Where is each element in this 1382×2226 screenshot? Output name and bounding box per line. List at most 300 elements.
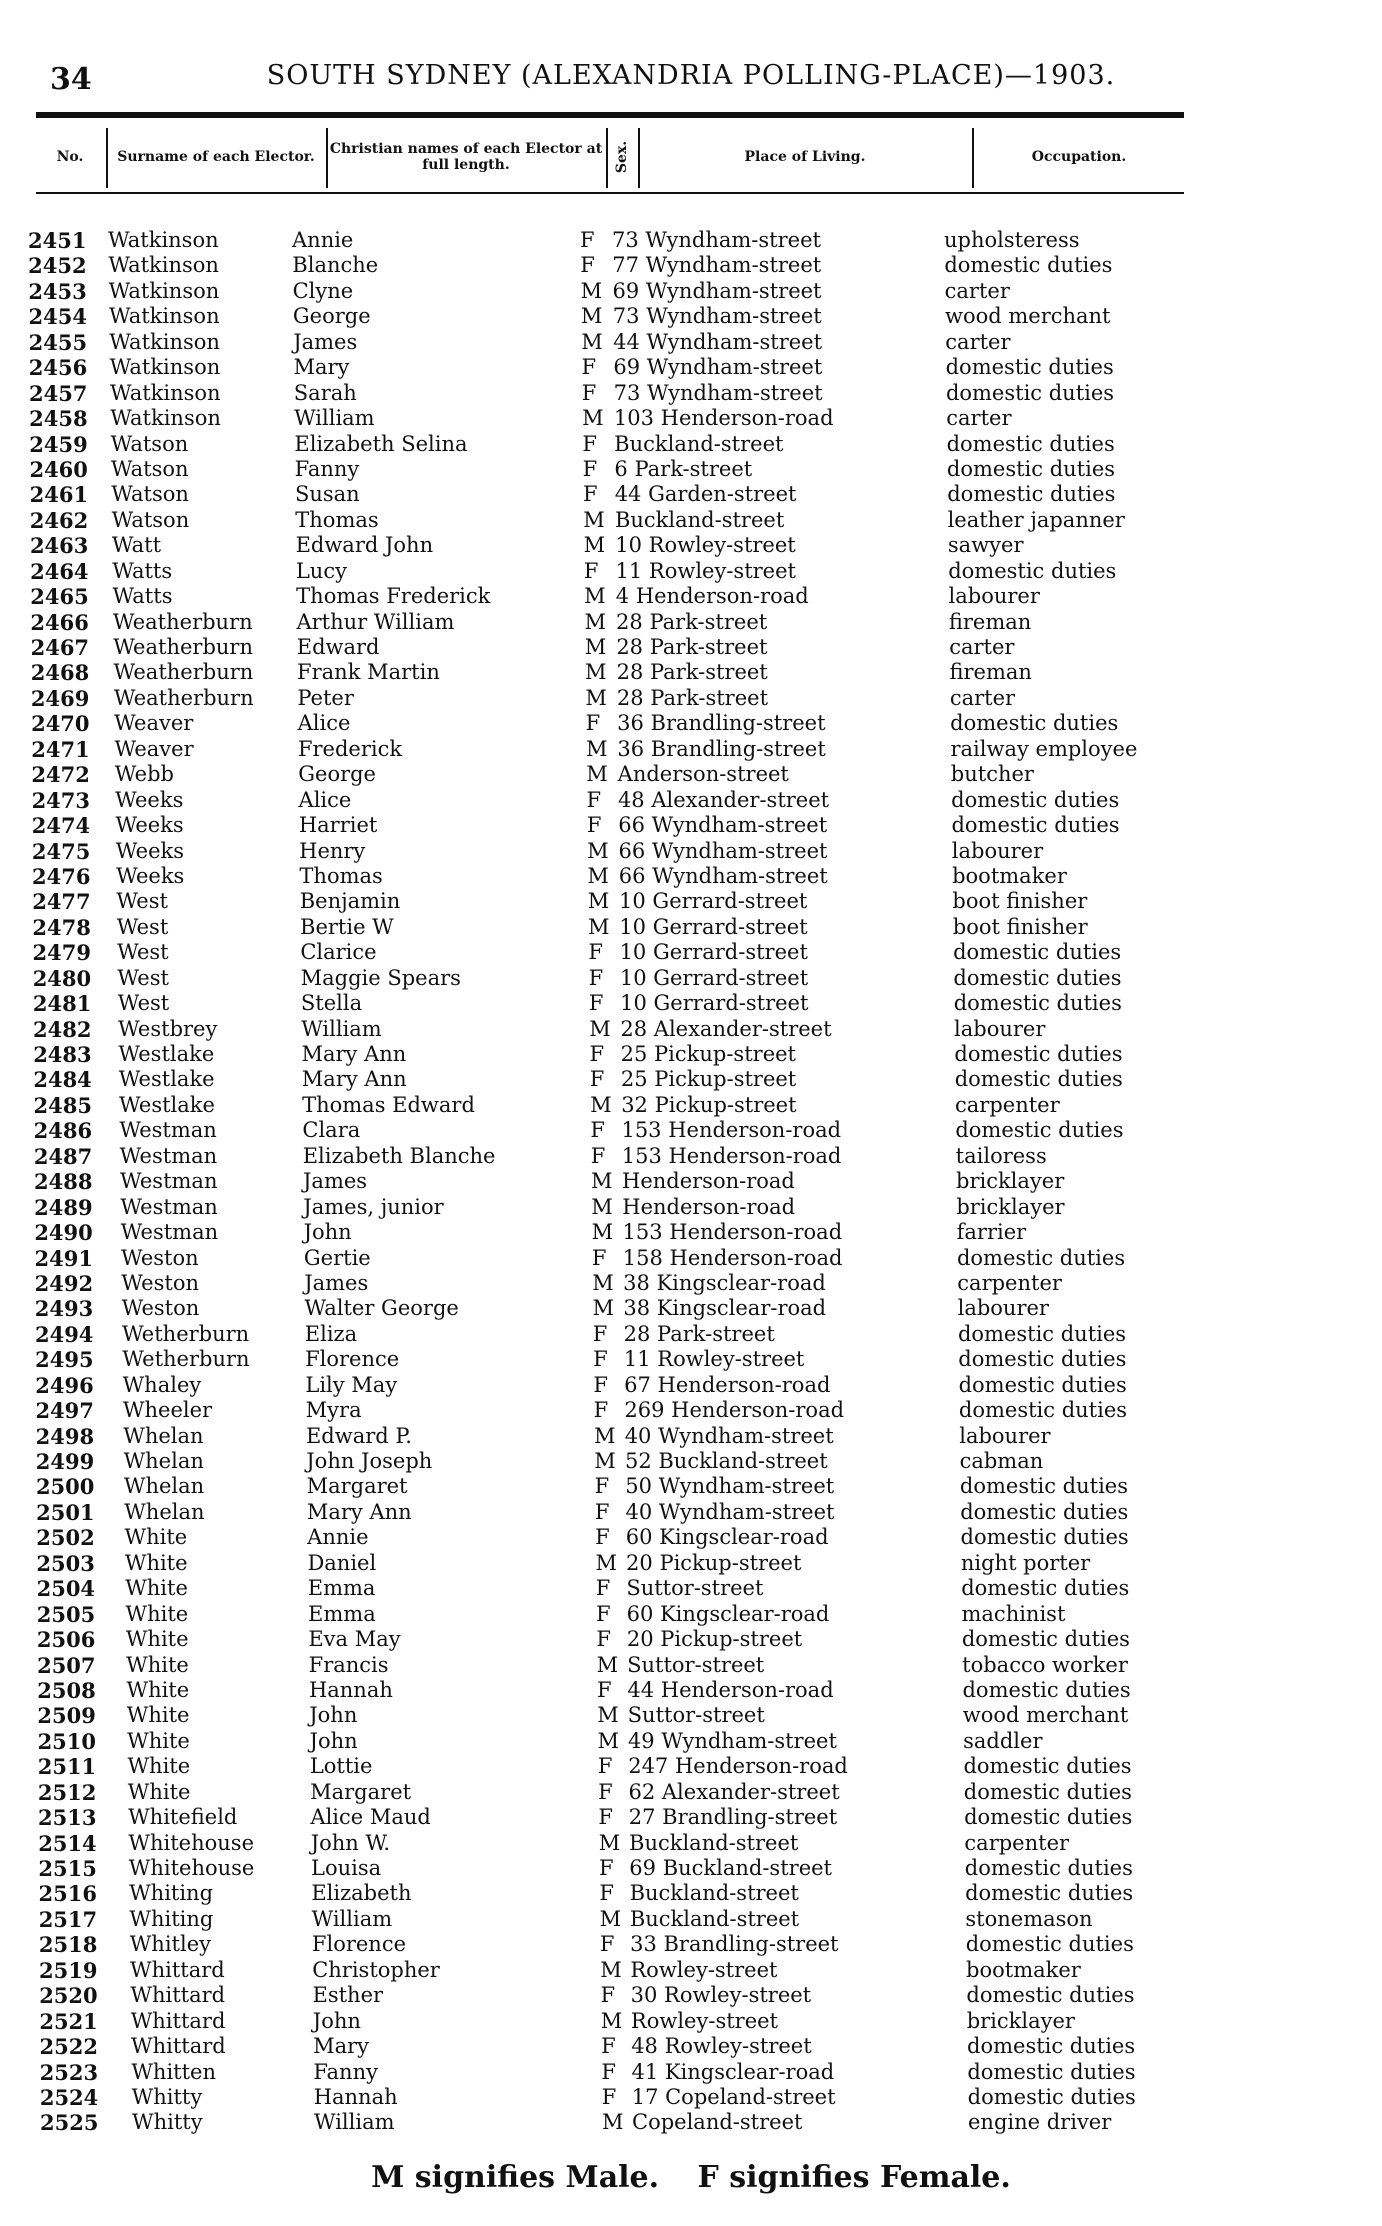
page-title: SOUTH SYDNEY (ALEXANDRIA POLLING-PLACE)—1903. <box>266 60 1116 91</box>
elector-sex: F <box>592 1321 608 1346</box>
elector-place-of-living: 10 Gerrard-street <box>619 889 808 914</box>
elector-christian-names: Thomas <box>295 507 379 532</box>
elector-place-of-living: 32 Pickup-street <box>621 1092 797 1117</box>
elector-sex: M <box>584 584 606 609</box>
elector-christian-names: Benjamin <box>299 889 401 914</box>
elector-surname: Westlake <box>119 1092 215 1117</box>
elector-christian-names: Mary Ann <box>301 1067 407 1092</box>
elector-sex: F <box>582 456 598 481</box>
elector-surname: Watkinson <box>109 329 220 354</box>
elector-occupation: tailoress <box>955 1143 1047 1168</box>
elector-place-of-living: 73 Wyndham-street <box>612 304 822 329</box>
table-row <box>0 915 1382 940</box>
elector-christian-names: Myra <box>305 1398 362 1423</box>
elector-number: 2474 <box>31 813 91 839</box>
elector-surname: Whittard <box>130 1983 226 2008</box>
elector-occupation: wood merchant <box>962 1703 1129 1728</box>
table-row <box>0 788 1382 813</box>
elector-occupation: butcher <box>950 762 1034 787</box>
elector-surname: Westman <box>119 1143 218 1168</box>
table-row <box>0 940 1382 965</box>
elector-occupation: domestic duties <box>961 1576 1130 1601</box>
elector-place-of-living: 11 Rowley-street <box>615 558 796 583</box>
elector-sex: F <box>596 1627 611 1652</box>
elector-number: 2454 <box>28 304 87 330</box>
elector-christian-names: Lottie <box>309 1754 373 1779</box>
table-row <box>0 1347 1382 1372</box>
elector-place-of-living: 44 Wyndham-street <box>613 329 823 354</box>
elector-surname: Whelan <box>123 1449 204 1473</box>
table-row <box>0 228 1382 253</box>
elector-occupation: domestic duties <box>963 1754 1132 1779</box>
table-row <box>0 1958 1382 1983</box>
elector-number: 2525 <box>40 2110 99 2136</box>
header-sex: Sex. <box>614 140 630 174</box>
elector-occupation: domestic duties <box>961 1627 1130 1652</box>
elector-surname: Weeks <box>115 813 184 838</box>
elector-christian-names: Fanny <box>294 456 360 481</box>
elector-occupation: upholsteress <box>944 228 1080 252</box>
elector-christian-names: Thomas Edward <box>302 1092 475 1117</box>
elector-christian-names: William <box>294 406 375 431</box>
elector-occupation: domestic duties <box>951 813 1120 838</box>
elector-place-of-living: 20 Pickup-street <box>626 1627 803 1652</box>
elector-sex: F <box>589 1067 605 1092</box>
elector-number: 2477 <box>32 889 91 915</box>
elector-sex: F <box>596 1601 611 1626</box>
elector-number: 2502 <box>36 1525 95 1551</box>
elector-number: 2469 <box>30 685 90 711</box>
table-row <box>0 1881 1382 1906</box>
table-row <box>0 584 1382 609</box>
elector-surname: White <box>126 1677 190 1702</box>
table-row <box>0 2110 1382 2135</box>
elector-sex: M <box>596 1652 619 1677</box>
elector-occupation: labourer <box>957 1296 1049 1321</box>
elector-occupation: fireman <box>948 609 1032 634</box>
elector-sex: M <box>581 329 603 354</box>
table-row <box>0 1246 1382 1271</box>
table-row <box>0 1729 1382 1754</box>
elector-surname: West <box>117 991 170 1016</box>
table-row <box>0 1678 1382 1703</box>
elector-occupation: boot finisher <box>952 889 1088 914</box>
elector-number: 2507 <box>37 1652 96 1678</box>
elector-sex: F <box>590 1143 606 1168</box>
elector-sex: M <box>597 1728 620 1753</box>
elector-number: 2504 <box>36 1576 96 1602</box>
elector-sex: F <box>581 355 597 380</box>
elector-sex: M <box>592 1270 614 1295</box>
elector-sex: M <box>595 1550 617 1575</box>
elector-number: 2471 <box>31 736 90 762</box>
elector-occupation: domestic duties <box>965 1881 1134 1906</box>
header-no: No. <box>56 149 84 165</box>
elector-christian-names: Peter <box>297 685 354 710</box>
elector-number: 2496 <box>35 1372 94 1398</box>
elector-sex: F <box>588 965 604 990</box>
elector-place-of-living: Rowley-street <box>630 1957 778 1982</box>
elector-occupation: domestic duties <box>953 940 1122 965</box>
elector-occupation: domestic duties <box>958 1347 1127 1372</box>
table-row <box>0 1398 1382 1423</box>
elector-occupation: domestic duties <box>954 1067 1123 1092</box>
elector-christian-names: John <box>309 1703 358 1728</box>
elector-surname: White <box>127 1779 191 1804</box>
elector-place-of-living: 4 Henderson-road <box>615 584 809 609</box>
elector-occupation: labourer <box>959 1423 1051 1448</box>
table-row <box>0 635 1382 660</box>
elector-christian-names: Frederick <box>297 736 403 761</box>
elector-occupation: domestic duties <box>960 1525 1129 1550</box>
elector-place-of-living: 40 Wyndham-street <box>625 1499 835 1524</box>
elector-christian-names: Alice <box>297 711 351 736</box>
elector-number: 2451 <box>28 228 87 253</box>
elector-sex: F <box>582 482 598 507</box>
elector-surname: Whittard <box>130 2008 226 2033</box>
table-row <box>0 1780 1382 1805</box>
elector-place-of-living: 62 Alexander-street <box>628 1779 840 1804</box>
elector-number: 2508 <box>37 1677 96 1703</box>
elector-christian-names: Francis <box>308 1652 389 1677</box>
elector-surname: Whaley <box>122 1372 202 1397</box>
elector-surname: Whitten <box>131 2059 216 2084</box>
elector-number: 2499 <box>35 1449 95 1474</box>
elector-number: 2505 <box>36 1601 96 1627</box>
table-row <box>0 432 1382 457</box>
elector-place-of-living: Buckland-street <box>629 1830 799 1855</box>
elector-christian-names: Lily May <box>305 1372 398 1397</box>
elector-surname: Wetherburn <box>121 1321 250 1346</box>
elector-sex: M <box>597 1703 619 1728</box>
elector-surname: West <box>116 914 169 939</box>
elector-number: 2498 <box>35 1423 95 1449</box>
elector-christian-names: Edward <box>296 635 380 659</box>
table-row <box>0 1220 1382 1245</box>
elector-surname: Whitty <box>132 2110 203 2135</box>
elector-occupation: domestic duties <box>955 1118 1124 1143</box>
elector-sex: M <box>600 2008 623 2033</box>
elector-sex: F <box>598 1805 613 1830</box>
elector-number: 2463 <box>29 533 89 559</box>
elector-occupation: domestic duties <box>967 2034 1136 2059</box>
table-row <box>0 1932 1382 1957</box>
elector-place-of-living: Suttor-street <box>627 1652 765 1677</box>
elector-occupation: carpenter <box>957 1270 1062 1295</box>
top-rule <box>36 112 1184 118</box>
elector-number: 2518 <box>38 1932 98 1958</box>
elector-christian-names: Fanny <box>313 2059 378 2084</box>
elector-surname: Watson <box>110 431 189 456</box>
elector-sex: M <box>585 736 608 761</box>
elector-place-of-living: 28 Park-street <box>616 685 769 710</box>
elector-christian-names: Elizabeth <box>311 1881 412 1906</box>
elector-number: 2501 <box>36 1499 95 1525</box>
elector-place-of-living: Suttor-street <box>626 1576 764 1601</box>
table-row <box>0 1525 1382 1550</box>
elector-occupation: domestic duties <box>966 1983 1135 2008</box>
elector-place-of-living: 28 Park-street <box>616 660 768 685</box>
elector-place-of-living: 28 Park-street <box>616 635 768 659</box>
elector-surname: Whitehouse <box>128 1830 255 1855</box>
elector-place-of-living: 10 Gerrard-street <box>620 991 809 1016</box>
elector-place-of-living: 158 Henderson-road <box>622 1245 843 1270</box>
elector-christian-names: Esther <box>312 1983 384 2008</box>
elector-occupation: boot finisher <box>952 914 1088 939</box>
elector-place-of-living: 28 Alexander-street <box>620 1016 832 1041</box>
elector-sex: F <box>589 1042 605 1066</box>
table-row <box>0 1449 1382 1474</box>
elector-occupation: domestic duties <box>964 1805 1133 1830</box>
elector-occupation: bootmaker <box>966 1957 1081 1982</box>
table-row <box>0 1042 1382 1067</box>
elector-place-of-living: 10 Gerrard-street <box>619 914 808 939</box>
elector-christian-names: Arthur William <box>296 609 455 634</box>
female-legend: F signifies Female. <box>697 2160 1011 2195</box>
table-row <box>0 406 1382 431</box>
table-row <box>0 2034 1382 2059</box>
elector-surname: Weatherburn <box>113 660 254 685</box>
elector-surname: Whitley <box>129 1932 211 1957</box>
elector-surname: Whitehouse <box>128 1856 255 1880</box>
elector-number: 2494 <box>34 1321 94 1347</box>
elector-christian-names: Blanche <box>292 253 379 278</box>
table-row <box>0 1118 1382 1143</box>
elector-surname: Westbrey <box>118 1016 218 1041</box>
elector-christian-names: Mary <box>293 355 350 380</box>
elector-sex: M <box>587 863 609 888</box>
elector-christian-names: Alice Maud <box>310 1805 431 1830</box>
elector-surname: Whiting <box>129 1906 214 1931</box>
elector-place-of-living: 28 Park-street <box>616 609 768 634</box>
elector-number: 2511 <box>37 1754 97 1780</box>
elector-place-of-living: 20 Pickup-street <box>626 1550 802 1575</box>
elector-number: 2497 <box>35 1398 94 1424</box>
table-row <box>0 1627 1382 1652</box>
elector-christian-names: Annie <box>292 228 354 252</box>
elector-christian-names: Bertie W <box>300 914 394 939</box>
elector-occupation: domestic duties <box>963 1779 1132 1804</box>
table-row <box>0 1017 1382 1042</box>
table-row <box>0 813 1382 838</box>
elector-occupation: carter <box>944 278 1010 303</box>
elector-number: 2464 <box>30 558 89 584</box>
table-row <box>0 1067 1382 1092</box>
elector-occupation: bricklayer <box>966 2008 1075 2033</box>
elector-surname: Webb <box>114 762 174 787</box>
elector-occupation: railway employee <box>950 736 1138 761</box>
elector-christian-names: Mary Ann <box>301 1042 407 1066</box>
elector-christian-names: Edward John <box>295 533 434 558</box>
table-row <box>0 279 1382 304</box>
elector-number: 2459 <box>29 431 88 457</box>
elector-number: 2516 <box>38 1881 97 1907</box>
elector-surname: Weeks <box>116 863 185 888</box>
elector-christian-names: Maggie Spears <box>300 965 461 990</box>
elector-surname: Weston <box>121 1270 199 1295</box>
elector-number: 2493 <box>34 1296 94 1322</box>
elector-christian-names: Mary <box>313 2034 370 2059</box>
elector-surname: White <box>125 1601 189 1626</box>
elector-place-of-living: 153 Henderson-road <box>622 1220 843 1245</box>
elector-number: 2520 <box>39 1983 98 2009</box>
elector-occupation: domestic duties <box>950 711 1119 736</box>
elector-place-of-living: 77 Wyndham-street <box>612 253 822 278</box>
elector-number: 2473 <box>31 787 91 813</box>
elector-place-of-living: 11 Rowley-street <box>623 1347 805 1372</box>
elector-occupation: domestic duties <box>946 431 1115 456</box>
elector-surname: Weeks <box>115 787 184 812</box>
elector-sex: F <box>599 1856 614 1880</box>
elector-number: 2506 <box>36 1627 96 1653</box>
elector-number: 2486 <box>33 1118 93 1144</box>
table-row <box>0 762 1382 787</box>
elector-surname: Westman <box>120 1220 219 1245</box>
elector-sex: F <box>590 1118 605 1143</box>
elector-christian-names: Clyne <box>292 278 354 303</box>
elector-surname: Westman <box>120 1169 218 1194</box>
elector-number: 2467 <box>30 635 90 660</box>
elector-christian-names: William <box>311 1906 393 1931</box>
elector-place-of-living: 60 Kingsclear-road <box>626 1601 830 1626</box>
elector-surname: Wetherburn <box>122 1347 250 1372</box>
elector-surname: Weston <box>120 1245 199 1270</box>
elector-occupation: domestic duties <box>957 1321 1127 1346</box>
elector-number: 2490 <box>34 1220 93 1246</box>
table-row <box>0 1322 1382 1347</box>
elector-number: 2513 <box>38 1805 97 1831</box>
elector-number: 2515 <box>38 1856 97 1881</box>
table-row <box>0 1500 1382 1525</box>
elector-surname: White <box>127 1754 191 1779</box>
elector-surname: Watson <box>111 507 190 532</box>
elector-place-of-living: 36 Brandling-street <box>617 711 826 736</box>
elector-christian-names: Eliza <box>304 1321 358 1346</box>
table-row <box>0 304 1382 329</box>
elector-christian-names: James <box>293 329 358 354</box>
elector-sex: F <box>597 1754 613 1779</box>
elector-sex: M <box>585 685 607 710</box>
elector-surname: White <box>126 1703 190 1728</box>
table-row <box>0 1754 1382 1779</box>
elector-occupation: domestic duties <box>945 355 1114 380</box>
table-header <box>36 122 1184 194</box>
header-christian: Christian names of each Elector at full length. <box>329 141 603 173</box>
elector-place-of-living: 67 Henderson-road <box>624 1372 831 1397</box>
elector-occupation: domestic duties <box>967 2059 1136 2084</box>
elector-surname: Weatherburn <box>113 685 254 710</box>
elector-christian-names: Walter George <box>304 1296 459 1321</box>
elector-number: 2456 <box>28 355 88 381</box>
elector-surname: Whittard <box>130 1957 225 1982</box>
table-row <box>0 1169 1382 1194</box>
elector-number: 2488 <box>34 1169 93 1195</box>
elector-surname: White <box>125 1627 189 1652</box>
elector-occupation: carpenter <box>955 1092 1060 1117</box>
header-surname: Surname of each Elector. <box>117 149 315 165</box>
elector-number: 2491 <box>34 1245 93 1271</box>
elector-number: 2479 <box>32 940 91 966</box>
elector-occupation: bricklayer <box>956 1169 1065 1194</box>
elector-christian-names: Clara <box>302 1118 361 1143</box>
elector-christian-names: John Joseph <box>306 1449 433 1473</box>
elector-sex: M <box>599 1906 622 1931</box>
elector-sex: M <box>587 889 610 914</box>
elector-christian-names: John <box>309 1728 358 1753</box>
elector-christian-names: Susan <box>294 482 360 507</box>
elector-occupation: cabman <box>959 1449 1044 1473</box>
elector-surname: Watkinson <box>109 380 221 405</box>
elector-occupation: machinist <box>961 1601 1066 1626</box>
elector-surname: White <box>127 1728 190 1753</box>
elector-christian-names: Harriet <box>298 813 378 838</box>
elector-surname: Whitty <box>131 2084 203 2109</box>
elector-surname: Watkinson <box>108 304 220 329</box>
elector-sex: F <box>580 253 595 278</box>
elector-place-of-living: 10 Gerrard-street <box>619 965 809 990</box>
elector-sex: F <box>594 1499 610 1524</box>
elector-sex: M <box>598 1830 621 1855</box>
elector-sex: F <box>591 1245 607 1270</box>
elector-surname: Whitefield <box>128 1805 238 1830</box>
elector-place-of-living: 52 Buckland-street <box>624 1449 828 1473</box>
elector-christian-names: Edward P. <box>305 1423 412 1448</box>
elector-sex: F <box>593 1398 609 1423</box>
elector-place-of-living: Buckland-street <box>614 431 784 456</box>
elector-christian-names: Annie <box>307 1525 369 1550</box>
elector-christian-names: Margaret <box>310 1779 412 1804</box>
elector-sex: F <box>586 813 602 838</box>
page-number: 34 <box>50 62 92 97</box>
table-row <box>0 1144 1382 1169</box>
elector-surname: Watts <box>112 558 173 583</box>
elector-number: 2475 <box>31 838 91 864</box>
elector-occupation: domestic duties <box>965 1932 1134 1957</box>
elector-place-of-living: 69 Wyndham-street <box>612 278 822 303</box>
elector-christian-names: Florence <box>311 1932 407 1957</box>
elector-occupation: domestic duties <box>958 1372 1127 1397</box>
elector-number: 2461 <box>29 482 89 508</box>
table-row <box>0 482 1382 507</box>
elector-sex: F <box>580 228 595 252</box>
elector-occupation: bootmaker <box>952 863 1067 888</box>
elector-christian-names: Stella <box>300 991 363 1016</box>
elector-place-of-living: 153 Henderson-road <box>621 1118 842 1143</box>
elector-christian-names: Florence <box>305 1347 400 1372</box>
table-row <box>0 1093 1382 1118</box>
elector-number: 2457 <box>28 380 88 406</box>
elector-sex: F <box>596 1677 612 1702</box>
elector-sex: M <box>589 1016 611 1041</box>
table-row <box>0 610 1382 635</box>
table-row <box>0 1551 1382 1576</box>
elector-place-of-living: 25 Pickup-street <box>620 1067 797 1092</box>
elector-number: 2453 <box>28 278 87 304</box>
elector-place-of-living: 33 Brandling-street <box>630 1932 839 1957</box>
elector-place-of-living: 69 Buckland-street <box>629 1856 832 1880</box>
elector-surname: White <box>124 1550 188 1575</box>
elector-sex: M <box>591 1169 613 1194</box>
elector-place-of-living: 40 Wyndham-street <box>624 1423 834 1448</box>
elector-christian-names: Elizabeth Blanche <box>302 1143 496 1168</box>
elector-occupation: domestic duties <box>954 1042 1123 1066</box>
elector-place-of-living: 17 Copeland-street <box>631 2084 836 2109</box>
elector-sex: M <box>583 507 605 532</box>
table-row <box>0 1831 1382 1856</box>
elector-occupation: domestic duties <box>953 991 1122 1016</box>
elector-sex: M <box>592 1296 614 1321</box>
elector-surname: Westman <box>120 1194 218 1219</box>
